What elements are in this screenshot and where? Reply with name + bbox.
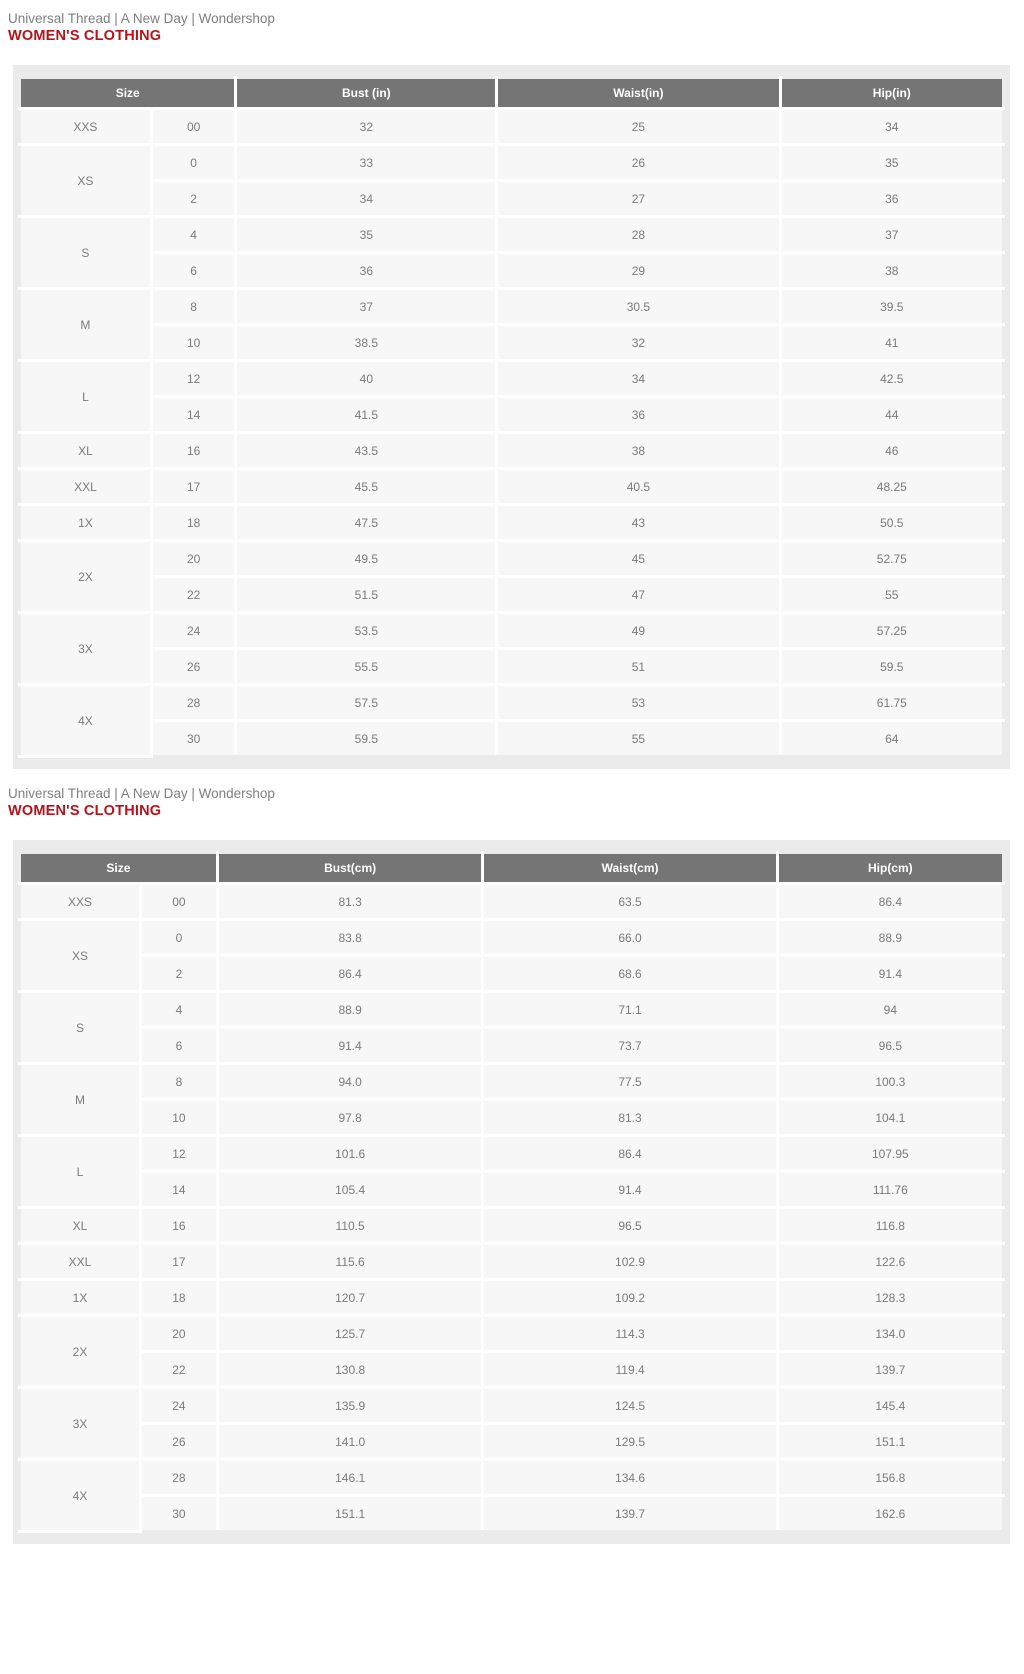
bust-cell: 83.8 [217,920,483,956]
waist-cell: 73.7 [483,1028,777,1064]
size-number-cell: 4 [141,992,218,1028]
waist-cell: 96.5 [483,1208,777,1244]
size-row [20,721,1004,757]
size-row [20,325,1004,361]
size-number-cell: 30 [141,1496,218,1532]
size-row [20,956,1004,992]
hip-cell: 39.5 [780,289,1003,325]
size-number-cell: 26 [151,649,236,685]
size-number-cell: 6 [151,253,236,289]
hip-cell: 41 [780,325,1003,361]
size-number-cell: 14 [151,397,236,433]
size-row [20,1424,1004,1460]
size-group-cell: XXS [20,109,152,145]
size-group-cell: 4X [20,1460,141,1532]
bust-cell: 91.4 [217,1028,483,1064]
size-chart-table-inches [18,76,1005,758]
waist-cell: 30.5 [497,289,780,325]
waist-cell: 119.4 [483,1352,777,1388]
waist-cell: 77.5 [483,1064,777,1100]
hip-cell: 50.5 [780,505,1003,541]
brand-breadcrumb: Universal Thread | A New Day | Wondershop [8,11,275,26]
size-number-cell: 8 [151,289,236,325]
size-row [20,361,1004,397]
size-number-cell: 18 [151,505,236,541]
bust-cell: 43.5 [236,433,497,469]
hip-cell: 35 [780,145,1003,181]
size-group-cell: XXS [20,884,141,920]
size-row [20,397,1004,433]
size-row [20,217,1004,253]
hip-cell: 37 [780,217,1003,253]
size-chart-panel [13,65,1010,769]
size-group-cell: L [20,1136,141,1208]
size-row [20,1100,1004,1136]
size-row [20,1208,1004,1244]
size-number-cell: 2 [151,181,236,217]
column-header-bust: Bust (in) [236,78,497,109]
size-number-cell: 10 [141,1100,218,1136]
size-number-cell: 4 [151,217,236,253]
waist-cell: 114.3 [483,1316,777,1352]
size-number-cell: 8 [141,1064,218,1100]
size-number-cell: 28 [141,1460,218,1496]
hip-cell: 128.3 [777,1280,1003,1316]
bust-cell: 45.5 [236,469,497,505]
bust-cell: 51.5 [236,577,497,613]
bust-cell: 101.6 [217,1136,483,1172]
size-chart-section-inches [0,0,1024,769]
column-header-bust: Bust(cm) [217,853,483,884]
waist-cell: 66.0 [483,920,777,956]
size-row [20,1460,1004,1496]
size-number-cell: 00 [141,884,218,920]
hip-cell: 36 [780,181,1003,217]
hip-cell: 64 [780,721,1003,757]
size-group-cell: 2X [20,541,152,613]
size-group-cell: XS [20,920,141,992]
size-group-cell: L [20,361,152,433]
size-group-cell: XXL [20,1244,141,1280]
hip-cell: 42.5 [780,361,1003,397]
size-group-cell: S [20,992,141,1064]
bust-cell: 40 [236,361,497,397]
hip-cell: 156.8 [777,1460,1003,1496]
size-group-cell: 1X [20,1280,141,1316]
column-header-hip: Hip(cm) [777,853,1003,884]
hip-cell: 59.5 [780,649,1003,685]
hip-cell: 104.1 [777,1100,1003,1136]
size-row [20,577,1004,613]
size-row [20,1136,1004,1172]
waist-cell: 129.5 [483,1424,777,1460]
bust-cell: 115.6 [217,1244,483,1280]
hip-cell: 100.3 [777,1064,1003,1100]
size-number-cell: 16 [151,433,236,469]
waist-cell: 47 [497,577,780,613]
waist-cell: 124.5 [483,1388,777,1424]
size-number-cell: 2 [141,956,218,992]
waist-cell: 49 [497,613,780,649]
size-number-cell: 17 [141,1244,218,1280]
size-number-cell: 22 [151,577,236,613]
waist-cell: 34 [497,361,780,397]
size-row [20,505,1004,541]
size-row [20,253,1004,289]
hip-cell: 134.0 [777,1316,1003,1352]
waist-cell: 43 [497,505,780,541]
size-row [20,884,1004,920]
waist-cell: 28 [497,217,780,253]
hip-cell: 48.25 [780,469,1003,505]
bust-cell: 135.9 [217,1388,483,1424]
size-number-cell: 28 [151,685,236,721]
size-number-cell: 17 [151,469,236,505]
size-group-cell: M [20,289,152,361]
size-number-cell: 24 [151,613,236,649]
bust-cell: 32 [236,109,497,145]
bust-cell: 59.5 [236,721,497,757]
size-group-cell: M [20,1064,141,1136]
size-group-cell: 3X [20,613,152,685]
waist-cell: 26 [497,145,780,181]
bust-cell: 94.0 [217,1064,483,1100]
size-row [20,1172,1004,1208]
size-number-cell: 22 [141,1352,218,1388]
size-row [20,920,1004,956]
size-group-cell: XS [20,145,152,217]
waist-cell: 27 [497,181,780,217]
size-group-cell: XL [20,1208,141,1244]
bust-cell: 81.3 [217,884,483,920]
size-number-cell: 24 [141,1388,218,1424]
size-chart-panel [13,840,1010,1544]
size-row [20,1496,1004,1532]
bust-cell: 88.9 [217,992,483,1028]
size-number-cell: 0 [141,920,218,956]
hip-cell: 91.4 [777,956,1003,992]
waist-cell: 40.5 [497,469,780,505]
bust-cell: 57.5 [236,685,497,721]
bust-cell: 49.5 [236,541,497,577]
hip-cell: 38 [780,253,1003,289]
size-row [20,1388,1004,1424]
waist-cell: 38 [497,433,780,469]
hip-cell: 116.8 [777,1208,1003,1244]
size-row [20,1244,1004,1280]
size-row [20,469,1004,505]
bust-cell: 141.0 [217,1424,483,1460]
hip-cell: 111.76 [777,1172,1003,1208]
hip-cell: 96.5 [777,1028,1003,1064]
hip-cell: 61.75 [780,685,1003,721]
size-row [20,433,1004,469]
hip-cell: 94 [777,992,1003,1028]
bust-cell: 120.7 [217,1280,483,1316]
bust-cell: 151.1 [217,1496,483,1532]
size-row [20,1280,1004,1316]
waist-cell: 91.4 [483,1172,777,1208]
hip-cell: 44 [780,397,1003,433]
size-number-cell: 00 [151,109,236,145]
waist-cell: 86.4 [483,1136,777,1172]
hip-cell: 162.6 [777,1496,1003,1532]
waist-cell: 102.9 [483,1244,777,1280]
size-number-cell: 10 [151,325,236,361]
waist-cell: 81.3 [483,1100,777,1136]
size-group-cell: S [20,217,152,289]
bust-cell: 41.5 [236,397,497,433]
size-row [20,1064,1004,1100]
bust-cell: 105.4 [217,1172,483,1208]
bust-cell: 146.1 [217,1460,483,1496]
waist-cell: 51 [497,649,780,685]
size-number-cell: 20 [151,541,236,577]
size-row [20,109,1004,145]
hip-cell: 145.4 [777,1388,1003,1424]
hip-cell: 139.7 [777,1352,1003,1388]
category-title: WOMEN'S CLOTHING [8,28,162,44]
size-chart-table-cm [18,851,1005,1533]
bust-cell: 37 [236,289,497,325]
size-row [20,649,1004,685]
bust-cell: 53.5 [236,613,497,649]
waist-cell: 68.6 [483,956,777,992]
size-row [20,1028,1004,1064]
waist-cell: 36 [497,397,780,433]
hip-cell: 122.6 [777,1244,1003,1280]
waist-cell: 32 [497,325,780,361]
column-header-hip: Hip(in) [780,78,1003,109]
size-group-cell: 3X [20,1388,141,1460]
size-group-cell: 2X [20,1316,141,1388]
bust-cell: 33 [236,145,497,181]
waist-cell: 71.1 [483,992,777,1028]
table-header-row [20,853,1004,884]
size-group-cell: 4X [20,685,152,757]
hip-cell: 52.75 [780,541,1003,577]
hip-cell: 86.4 [777,884,1003,920]
hip-cell: 107.95 [777,1136,1003,1172]
hip-cell: 34 [780,109,1003,145]
size-row [20,685,1004,721]
table-header-row [20,78,1004,109]
bust-cell: 86.4 [217,956,483,992]
size-row [20,181,1004,217]
size-row [20,145,1004,181]
size-group-cell: XXL [20,469,152,505]
bust-cell: 47.5 [236,505,497,541]
size-chart-section-cm [0,769,1024,1544]
size-number-cell: 20 [141,1316,218,1352]
category-title: WOMEN'S CLOTHING [8,803,162,819]
hip-cell: 151.1 [777,1424,1003,1460]
bust-cell: 34 [236,181,497,217]
size-number-cell: 30 [151,721,236,757]
bust-cell: 110.5 [217,1208,483,1244]
size-number-cell: 14 [141,1172,218,1208]
waist-cell: 53 [497,685,780,721]
waist-cell: 109.2 [483,1280,777,1316]
size-group-cell: 1X [20,505,152,541]
waist-cell: 55 [497,721,780,757]
size-row [20,541,1004,577]
size-number-cell: 0 [151,145,236,181]
column-header-waist: Waist(in) [497,78,780,109]
brand-breadcrumb: Universal Thread | A New Day | Wondershop [8,786,275,801]
size-row [20,613,1004,649]
bust-cell: 35 [236,217,497,253]
bust-cell: 55.5 [236,649,497,685]
bust-cell: 97.8 [217,1100,483,1136]
size-number-cell: 18 [141,1280,218,1316]
size-row [20,289,1004,325]
size-number-cell: 12 [151,361,236,397]
size-number-cell: 26 [141,1424,218,1460]
column-header-waist: Waist(cm) [483,853,777,884]
bust-cell: 130.8 [217,1352,483,1388]
hip-cell: 57.25 [780,613,1003,649]
size-row [20,992,1004,1028]
size-group-cell: XL [20,433,152,469]
waist-cell: 25 [497,109,780,145]
hip-cell: 88.9 [777,920,1003,956]
column-header-size: Size [20,853,218,884]
size-number-cell: 6 [141,1028,218,1064]
bust-cell: 36 [236,253,497,289]
bust-cell: 38.5 [236,325,497,361]
waist-cell: 139.7 [483,1496,777,1532]
size-number-cell: 12 [141,1136,218,1172]
size-number-cell: 16 [141,1208,218,1244]
waist-cell: 45 [497,541,780,577]
hip-cell: 55 [780,577,1003,613]
size-row [20,1316,1004,1352]
bust-cell: 125.7 [217,1316,483,1352]
waist-cell: 134.6 [483,1460,777,1496]
hip-cell: 46 [780,433,1003,469]
waist-cell: 63.5 [483,884,777,920]
column-header-size: Size [20,78,236,109]
size-row [20,1352,1004,1388]
waist-cell: 29 [497,253,780,289]
